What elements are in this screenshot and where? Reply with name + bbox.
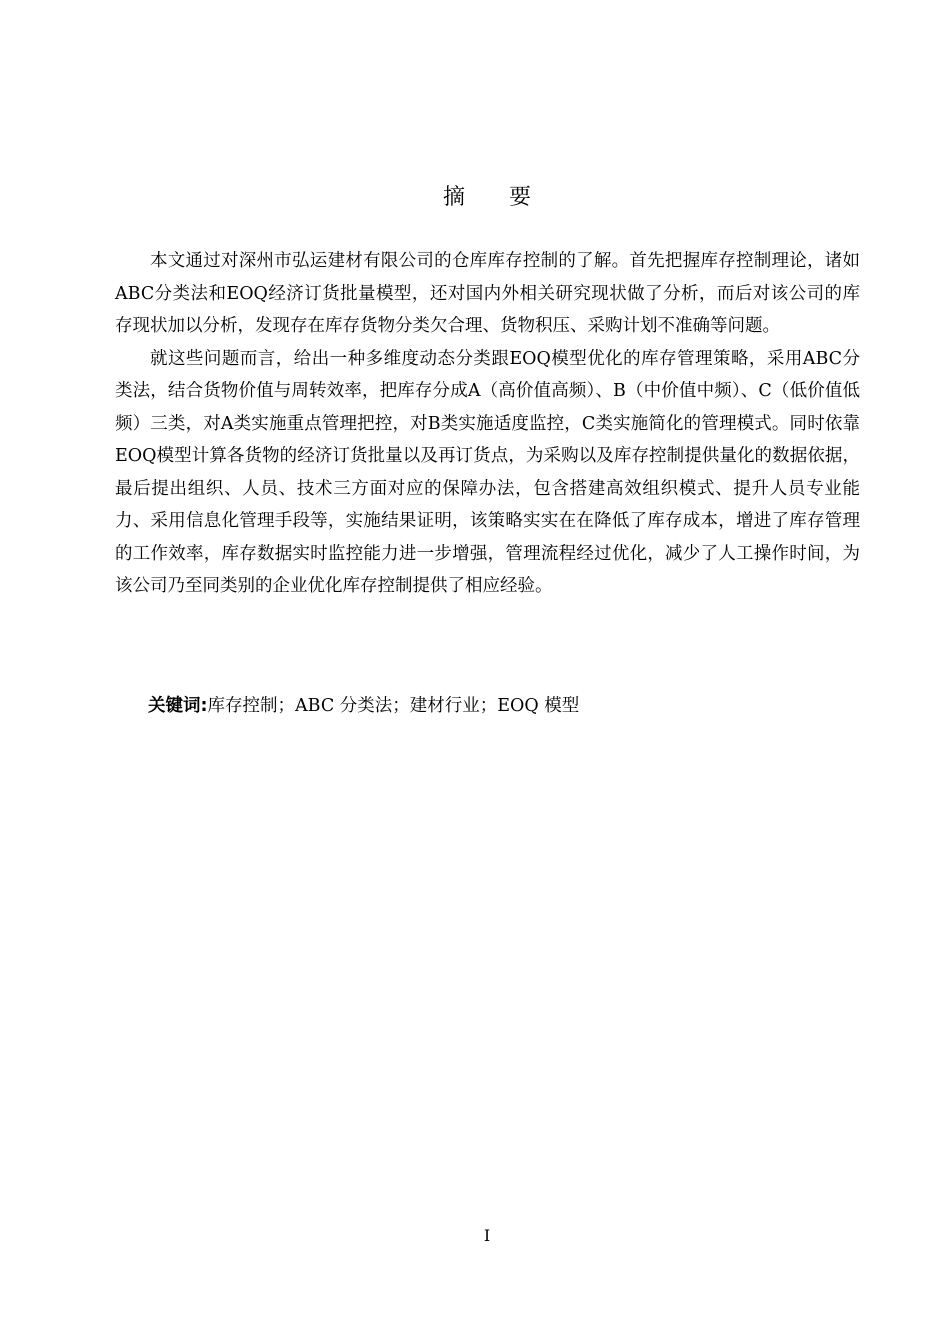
keywords-label: 关键词:: [148, 696, 208, 716]
abstract-title: [0, 180, 950, 211]
title-char: 要: [509, 185, 532, 210]
page-number: I: [483, 1226, 491, 1245]
abstract-paragraph-1: 本文通过对深州市弘运建材有限公司的仓库库存控制的了解。首先把握库存控制理论，诸如ABC分类法和EOQ经济订货批量模型，还对国内外相关研究现状做了分析，而后对该公司的库存现状加以分析，发现存在库存货物分类欠合理、货物积压、采购计划不准确等问题。: [115, 251, 860, 336]
keywords-line: [148, 690, 579, 722]
abstract-paragraph-2: 就这些问题而言，给出一种多维度动态分类跟EOQ模型优化的库存管理策略，采用ABC分类法，结合货物价值与周转效率，把库存分成A（高价值高频）、B（中价值中频）、C（低价值低频）三类，对A类实施重点管理把控，对B类实施适度监控，C类实施简化的管理模式。同时依靠EOQ模型计算各货物的经济订货批量以及再订货点，为采购以及库存控制提供量化的数据依据，最后提出组织、人员、技术三方面对应的保障办法，包含搭建高效组织模式、提升人员专业能力、采用信息化管理手段等，实施结果证明，该策略实实在在降低了库存成本，增进了库存管理的工作效率，库存数据实时监控能力进一步增强，管理流程经过优化，减少了人工操作时间，为该公司乃至同类别的企业优化库存控制提供了相应经验。: [115, 348, 860, 596]
keywords-text: 库存控制；ABC 分类法；建材行业；EOQ 模型: [207, 696, 580, 716]
title-char: 摘: [442, 185, 465, 210]
abstract-body: [115, 245, 860, 603]
